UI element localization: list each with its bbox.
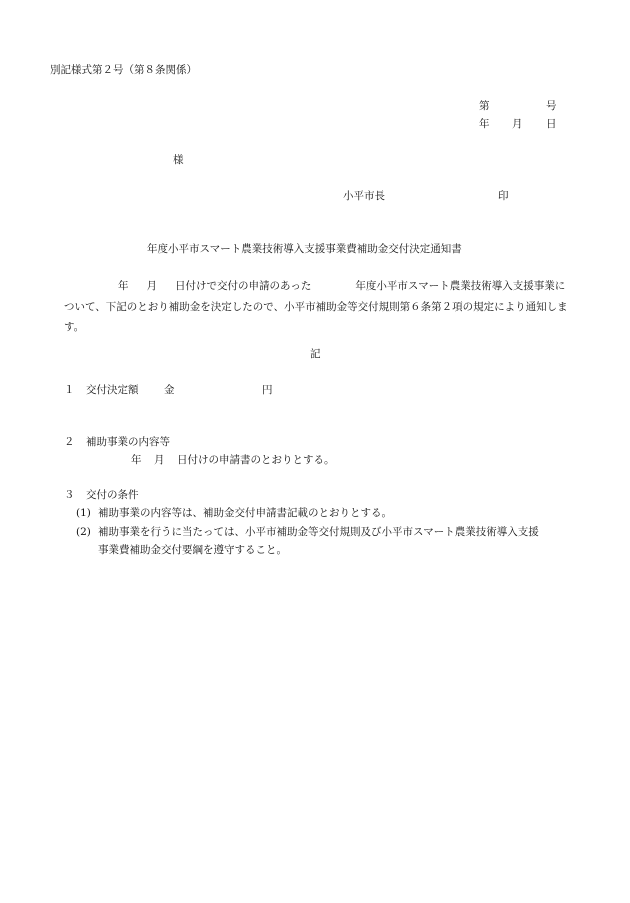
item1-label: 交付決定額: [86, 384, 139, 396]
form-label: 別記様式第２号（第８条関係）: [50, 64, 197, 76]
item1-kin: 金: [164, 384, 175, 396]
date-month: 月: [512, 118, 523, 130]
body-paragraph: [64, 276, 570, 338]
item2-month: 月: [154, 454, 165, 466]
addressee-suffix: 様: [173, 154, 184, 166]
item3-number: ３: [64, 489, 75, 501]
item3-label: 交付の条件: [86, 489, 139, 501]
condition-1-number: (1): [76, 507, 91, 519]
body-text-2: 年度小平市スマート農業技術導入支援事業について、下記のとおり補助金を決定したので、小平市補助金等交付規則第６条第２項の規定により通知します。: [64, 280, 568, 333]
doc-number-dai: 第: [479, 100, 490, 112]
condition-2-line-2: 事業費補助金交付要綱を遵守すること。: [98, 544, 287, 556]
item2-label: 補助事業の内容等: [86, 436, 170, 448]
condition-2-line-1: 補助事業を行うに当たっては、小平市補助金等交付規則及び小平市スマート農業技術導入支援: [98, 526, 539, 538]
body-month: 月: [146, 280, 157, 292]
ki-heading: 記: [310, 348, 321, 360]
body-year: 年: [118, 280, 129, 292]
condition-1-text: 補助事業の内容等は、補助金交付申請書記載のとおりとする。: [98, 507, 392, 519]
doc-number-go: 号: [546, 100, 557, 112]
date-year: 年: [479, 118, 490, 130]
item1-yen: 円: [262, 384, 273, 396]
date-day: 日: [546, 118, 557, 130]
item2-year: 年: [131, 454, 142, 466]
item2-text: 日付けの申請書のとおりとする。: [177, 454, 335, 466]
document-title: 年度小平市スマート農業技術導入支援事業費補助金交付決定通知書: [147, 243, 462, 255]
item2-number: ２: [64, 436, 75, 448]
issuer-name: 小平市長: [343, 190, 385, 202]
body-text-1: 日付けで交付の申請のあった: [175, 280, 312, 292]
item1-number: １: [64, 384, 75, 396]
condition-2-number: (2): [76, 526, 91, 538]
issuer-seal: 印: [498, 190, 509, 202]
